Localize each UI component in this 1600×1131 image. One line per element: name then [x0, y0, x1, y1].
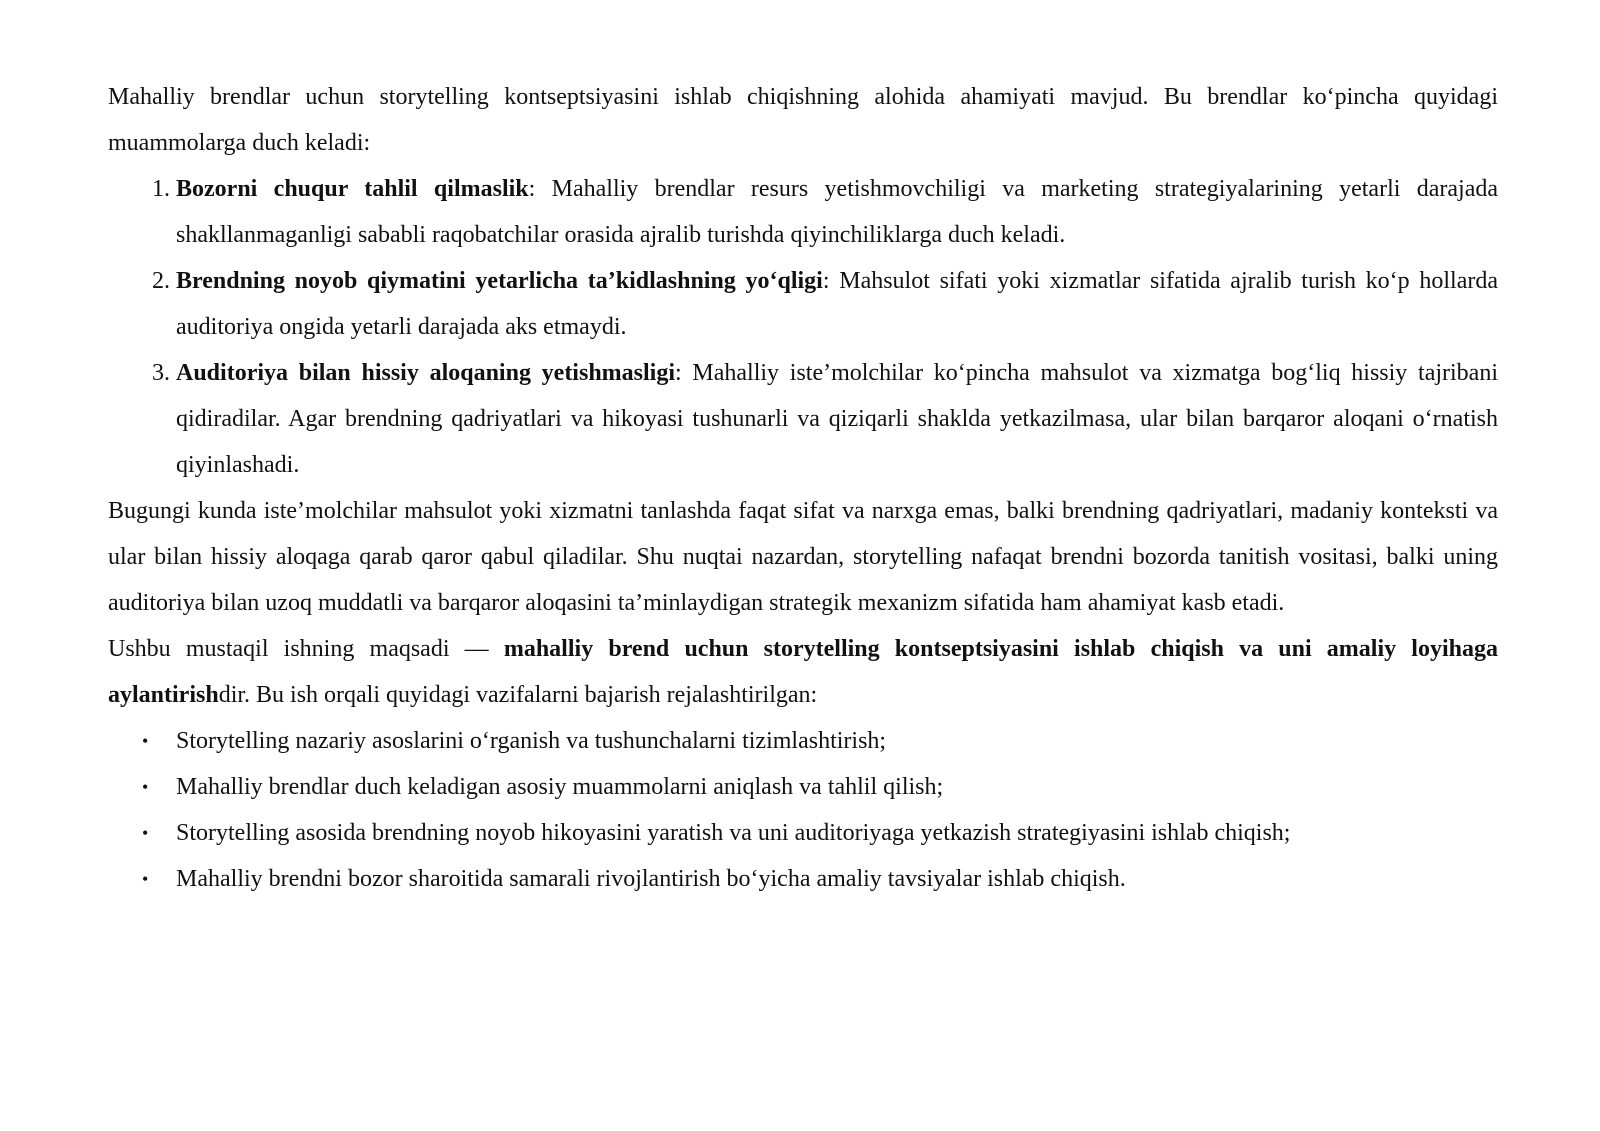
bullet-icon: • [142, 869, 149, 889]
problem-title: Auditoriya bilan hissiy aloqaning yetishmasligi [176, 360, 676, 386]
problem-item [176, 350, 1498, 488]
task-item [142, 856, 1498, 902]
problem-title: Brendning noyob qiymatini yetarlicha ta’kidlashning yo‘qligi [176, 268, 823, 294]
task-item [142, 764, 1498, 810]
task-item [142, 718, 1498, 764]
problem-item [176, 258, 1498, 350]
problems-list [108, 166, 1498, 488]
goal-suffix: dir. Bu ish orqali quyidagi vazifalarni bajarish rejalashtirilgan: [218, 682, 818, 708]
problem-text: : Mahalliy iste’molchilar ko‘pincha mahsulot va xizmatga bog‘liq hissiy tajribani qidiradilar. Agar brendning qadriyatlari va hikoyasi tushunarli va qiziqarli shaklda yetkazilmasa, ular bilan barqaror aloqani o‘rnatish qiyinlashadi. [176, 360, 1498, 478]
problem-text: : Mahsulot sifati yoki xizmatlar sifatida ajralib turish ko‘p hollarda auditoriya ongida yetarli darajada aks etmaydi. [176, 268, 1498, 340]
bullet-icon: • [142, 823, 149, 843]
problem-title: Bozorni chuqur tahlil qilmaslik [176, 176, 529, 202]
bullet-icon: • [142, 731, 149, 751]
task-text: Mahalliy brendni bozor sharoitida samarali rivojlantirish bo‘yicha amaliy tavsiyalar ishlab chiqish. [176, 866, 1126, 892]
intro-paragraph: Mahalliy brendlar uchun storytelling kontseptsiyasini ishlab chiqishning alohida ahamiyati mavjud. Bu brendlar ko‘pincha quyidagi muammolarga duch keladi: [108, 84, 1498, 156]
goal-highlight: mahalliy brend uchun storytelling kontseptsiyasini ishlab chiqish va uni amaliy loyihaga aylantirish [108, 636, 1498, 708]
task-item [142, 810, 1498, 856]
task-text: Mahalliy brendlar duch keladigan asosiy muammolarni aniqlash va tahlil qilish; [176, 774, 944, 800]
task-text: Storytelling asosida brendning noyob hikoyasini yaratish va uni auditoriyaga yetkazish strategiyasini ishlab chiqish; [176, 820, 1291, 846]
problem-text: : Mahalliy brendlar resurs yetishmovchiligi va marketing strategiyalarining yetarli darajada shakllanmaganligi sababli raqobatchilar orasida ajralib turishda qiyinchiliklarga duch keladi. [176, 176, 1499, 248]
context-paragraph: Bugungi kunda iste’molchilar mahsulot yoki xizmatni tanlashda faqat sifat va narxga emas, balki brendning qadriyatlari, madaniy konteksti va ular bilan hissiy aloqaga qarab qaror qabul qiladilar. Shu nuqtai nazardan, storytelling nafaqat brendni bozorda tanitish vositasi, balki uning auditoriya bilan uzoq muddatli va barqaror aloqasini ta’minlaydigan strategik mexanizm sifatida ham ahamiyat kasb etadi. [108, 498, 1498, 616]
tasks-list [108, 718, 1498, 902]
task-text: Storytelling nazariy asoslarini o‘rganish va tushunchalarni tizimlashtirish; [176, 728, 887, 754]
goal-prefix: Ushbu mustaqil ishning maqsadi — [108, 636, 504, 662]
goal-paragraph [108, 626, 1498, 718]
document-page [108, 74, 1498, 902]
problem-item [176, 166, 1498, 258]
bullet-icon: • [142, 777, 149, 797]
